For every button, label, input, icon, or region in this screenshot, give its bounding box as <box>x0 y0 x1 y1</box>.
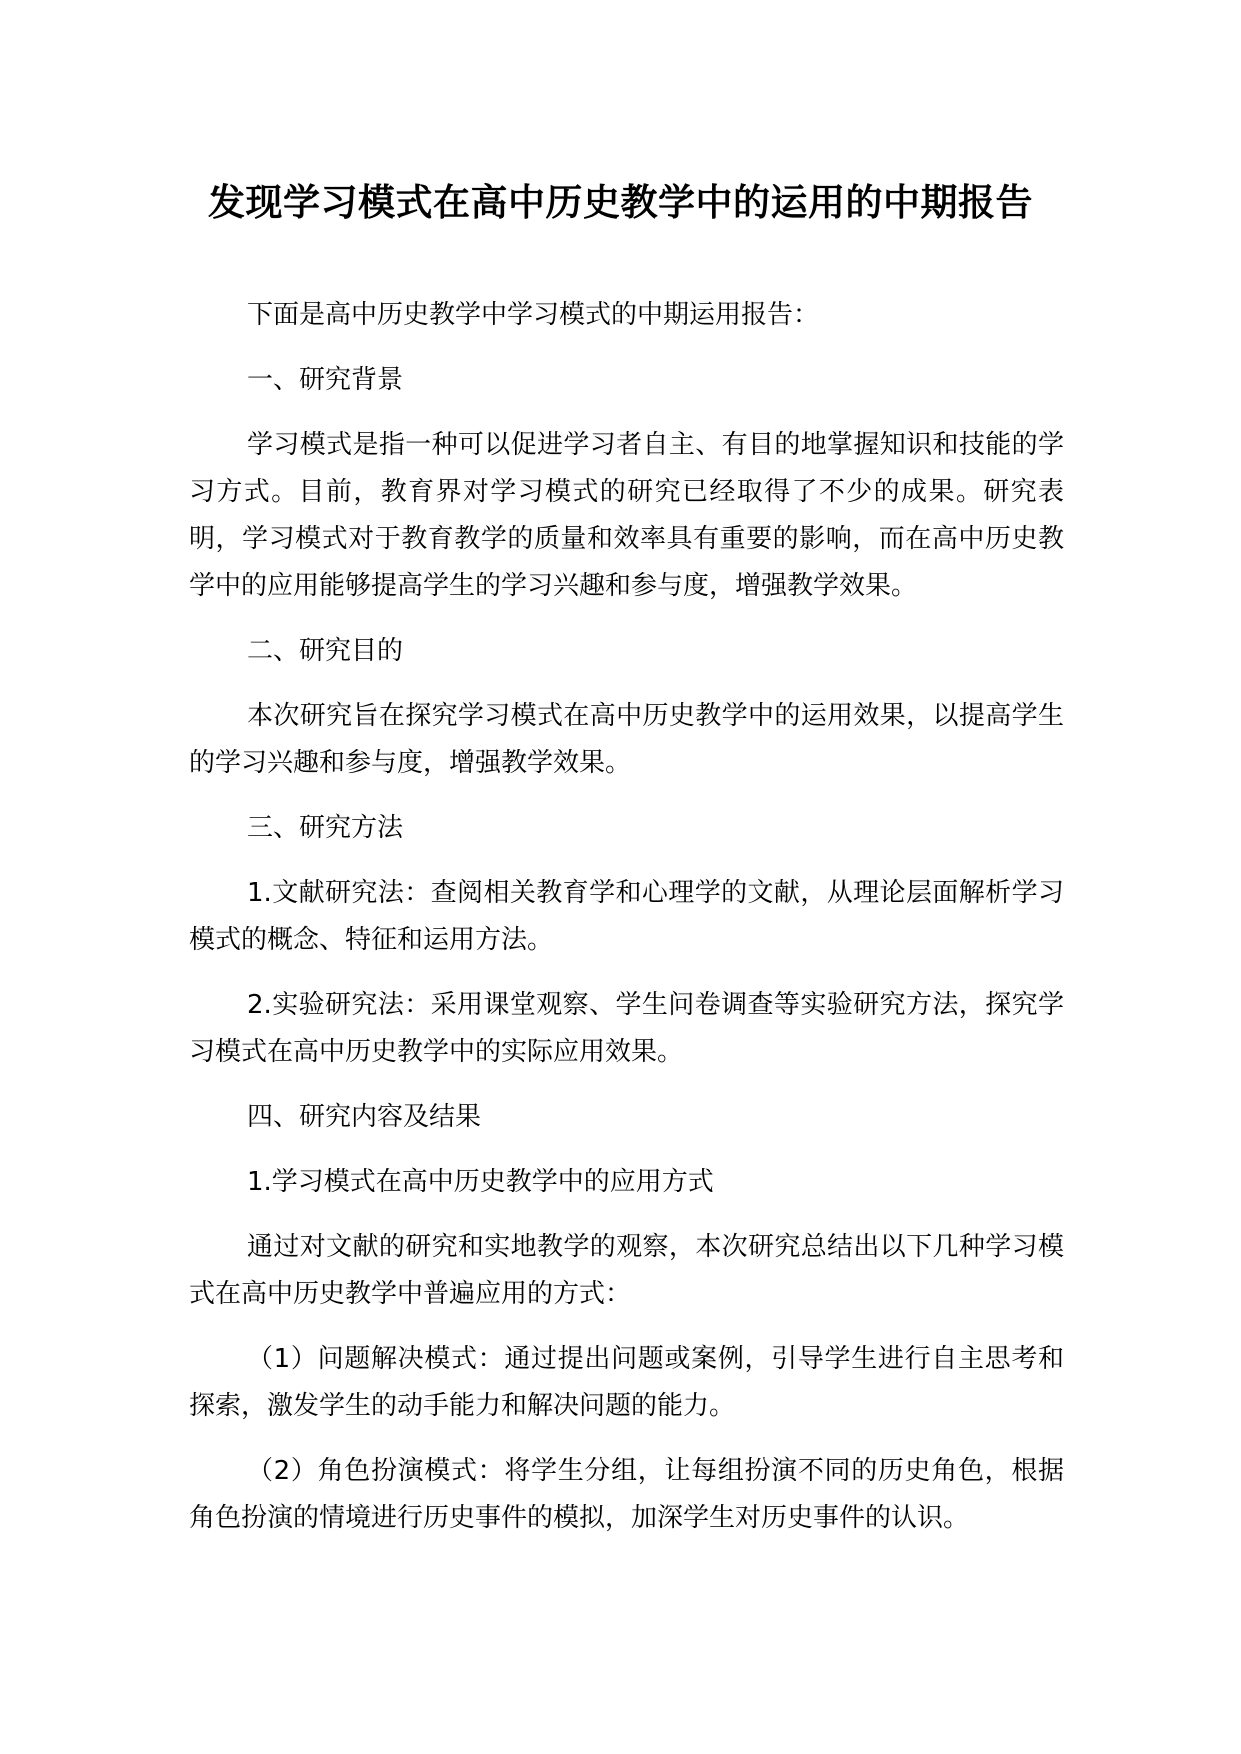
section-heading-background: 一、研究背景 <box>247 365 404 395</box>
section-heading-results: 四、研究内容及结果 <box>247 1102 482 1132</box>
problem-solving-mode-paragraph: （1）问题解决模式：通过提出问题或案例，引导学生进行自主思考和探索，激发学生的动手能力和解决问题的能力。 <box>189 1344 1064 1421</box>
section-heading-purpose: 二、研究目的 <box>247 636 404 666</box>
subsection-heading-application: 1.学习模式在高中历史教学中的应用方式 <box>247 1167 714 1197</box>
purpose-paragraph: 本次研究旨在探究学习模式在高中历史教学中的运用效果，以提高学生的学习兴趣和参与度，增强教学效果。 <box>189 701 1064 778</box>
method-literature-paragraph: 1.文献研究法：查阅相关教育学和心理学的文献，从理论层面解析学习模式的概念、特征和运用方法。 <box>189 878 1064 955</box>
background-paragraph: 学习模式是指一种可以促进学习者自主、有目的地掌握知识和技能的学习方式。目前，教育界对学习模式的研究已经取得了不少的成果。研究表明，学习模式对于教育教学的质量和效率具有重要的影响，而在高中历史教学中的应用能够提高学生的学习兴趣和参与度，增强教学效果。 <box>189 430 1064 601</box>
section-heading-methods: 三、研究方法 <box>247 813 404 843</box>
document-body <box>189 292 1064 1560</box>
application-summary-paragraph: 通过对文献的研究和实地教学的观察，本次研究总结出以下几种学习模式在高中历史教学中普遍应用的方式： <box>189 1232 1064 1309</box>
intro-paragraph: 下面是高中历史教学中学习模式的中期运用报告： <box>247 300 820 330</box>
document-title: 发现学习模式在高中历史教学中的运用的中期报告 <box>208 181 1033 224</box>
method-experiment-paragraph: 2.实验研究法：采用课堂观察、学生问卷调查等实验研究方法，探究学习模式在高中历史教学中的实际应用效果。 <box>189 990 1064 1067</box>
role-play-mode-paragraph: （2）角色扮演模式：将学生分组，让每组扮演不同的历史角色，根据角色扮演的情境进行历史事件的模拟，加深学生对历史事件的认识。 <box>189 1456 1064 1533</box>
